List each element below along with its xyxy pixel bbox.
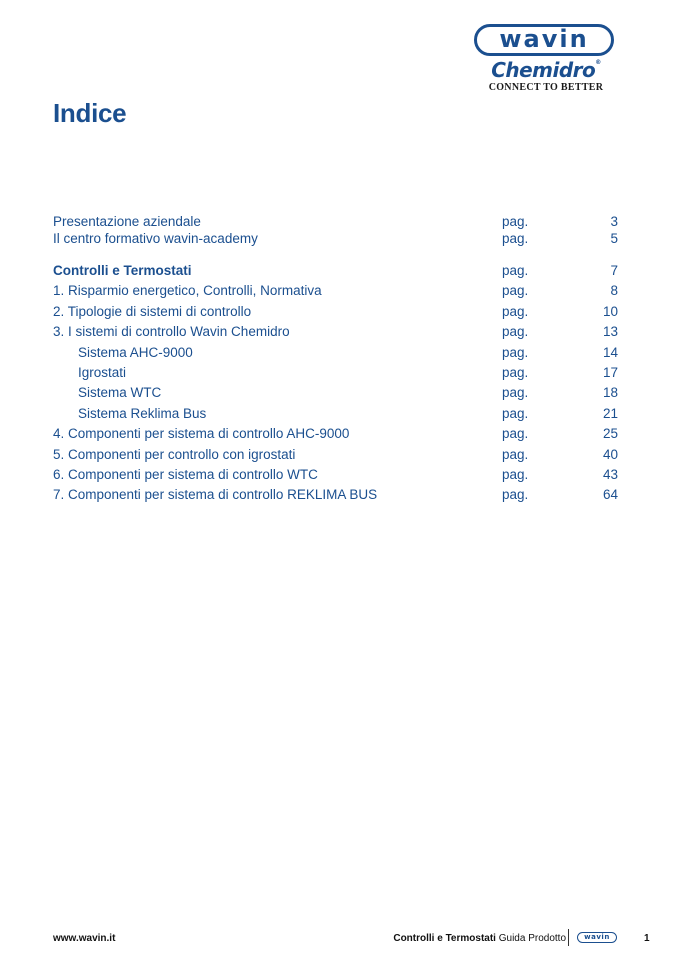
toc-pag-label: pag. (502, 385, 529, 401)
registered-mark: ® (595, 59, 601, 66)
toc-page-number: 17 (602, 364, 618, 380)
toc-entry-label: Presentazione aziendale (53, 214, 201, 229)
toc-page-number: 21 (602, 405, 618, 421)
toc-sub-entry[interactable] (53, 405, 618, 425)
footer-page-number: 1 (644, 933, 650, 944)
toc-page-number: 13 (602, 324, 618, 340)
footer-website-link[interactable]: www.wavin.it (53, 933, 116, 944)
chemidro-brand-text: Chemidro (491, 58, 596, 82)
page-footer (0, 926, 678, 950)
footer-doc-title: Controlli e Termostati (393, 933, 496, 944)
toc-page-number: 7 (610, 263, 618, 278)
toc-entry[interactable] (53, 486, 618, 506)
footer-doc-subtitle: Guida Prodotto (498, 933, 566, 944)
toc-entry[interactable] (53, 230, 618, 247)
page-title: Indice (53, 98, 127, 128)
toc-page-number: 14 (602, 344, 618, 360)
toc-entry-label: 2. Tipologie di sistemi di controllo (53, 303, 252, 319)
table-of-contents (53, 213, 618, 507)
footer-logo-word: wavin (584, 933, 610, 941)
toc-entry[interactable] (53, 303, 618, 323)
toc-entry-label: 4. Componenti per sistema di controllo AHC-9000 (53, 426, 350, 442)
toc-entry-label: 6. Componenti per sistema di controllo WTC (53, 466, 318, 482)
toc-pag-label: pag. (502, 487, 529, 503)
toc-sub-entry[interactable] (53, 364, 618, 384)
toc-pag-label: pag. (502, 426, 529, 442)
toc-entry[interactable] (53, 466, 618, 486)
toc-entry[interactable] (53, 425, 618, 445)
toc-entry-label: Igrostati (78, 364, 127, 380)
toc-pag-label: pag. (502, 303, 529, 319)
toc-pag-label: pag. (502, 466, 529, 482)
toc-entry-label: 5. Componenti per controllo con igrostati (53, 446, 296, 462)
chemidro-brand (474, 60, 618, 80)
toc-entry[interactable] (53, 323, 618, 343)
toc-pag-label: pag. (502, 283, 529, 299)
toc-page-number: 43 (602, 466, 618, 482)
toc-sub-entry[interactable] (53, 384, 618, 404)
toc-sub-entry[interactable] (53, 344, 618, 364)
toc-pag-label: pag. (502, 263, 529, 278)
toc-entry[interactable] (53, 213, 618, 230)
toc-pag-label: pag. (502, 446, 529, 462)
toc-entry-label: 1. Risparmio energetico, Controlli, Normativa (53, 283, 322, 299)
toc-pag-label: pag. (502, 231, 529, 246)
toc-entry[interactable] (53, 282, 618, 302)
brand-tagline: CONNECT TO BETTER (488, 82, 604, 93)
toc-page-number: 25 (602, 426, 618, 442)
toc-entry-label: 7. Componenti per sistema di controllo REKLIMA BUS (53, 487, 378, 503)
toc-page-number: 40 (602, 446, 618, 462)
footer-divider (568, 929, 569, 946)
toc-page-number: 10 (602, 303, 618, 319)
toc-entry-label: Sistema Reklima Bus (78, 405, 207, 421)
wavin-logo-pill (474, 24, 614, 56)
toc-pag-label: pag. (502, 364, 529, 380)
toc-entry-label: Sistema AHC-9000 (78, 344, 193, 360)
toc-page-number: 5 (610, 231, 618, 246)
toc-entry[interactable] (53, 446, 618, 466)
footer-document-title (393, 933, 566, 944)
toc-entry-label: 3. I sistemi di controllo Wavin Chemidro (53, 324, 290, 340)
wavin-logo-word: wavin (499, 25, 589, 53)
toc-entry-label: Il centro formativo wavin-academy (53, 231, 258, 246)
toc-page-number: 3 (610, 214, 618, 229)
toc-page-number: 18 (602, 385, 618, 401)
toc-entry-label: Controlli e Termostati (53, 263, 192, 278)
footer-wavin-logo (577, 932, 617, 943)
toc-page-number: 64 (602, 487, 618, 503)
toc-section-heading[interactable] (53, 262, 618, 282)
toc-pag-label: pag. (502, 214, 529, 229)
toc-page-number: 8 (610, 283, 618, 299)
wavin-chemidro-logo (474, 24, 618, 93)
toc-pag-label: pag. (502, 324, 529, 340)
toc-pag-label: pag. (502, 344, 529, 360)
toc-entry-label: Sistema WTC (78, 385, 162, 401)
toc-pag-label: pag. (502, 405, 529, 421)
